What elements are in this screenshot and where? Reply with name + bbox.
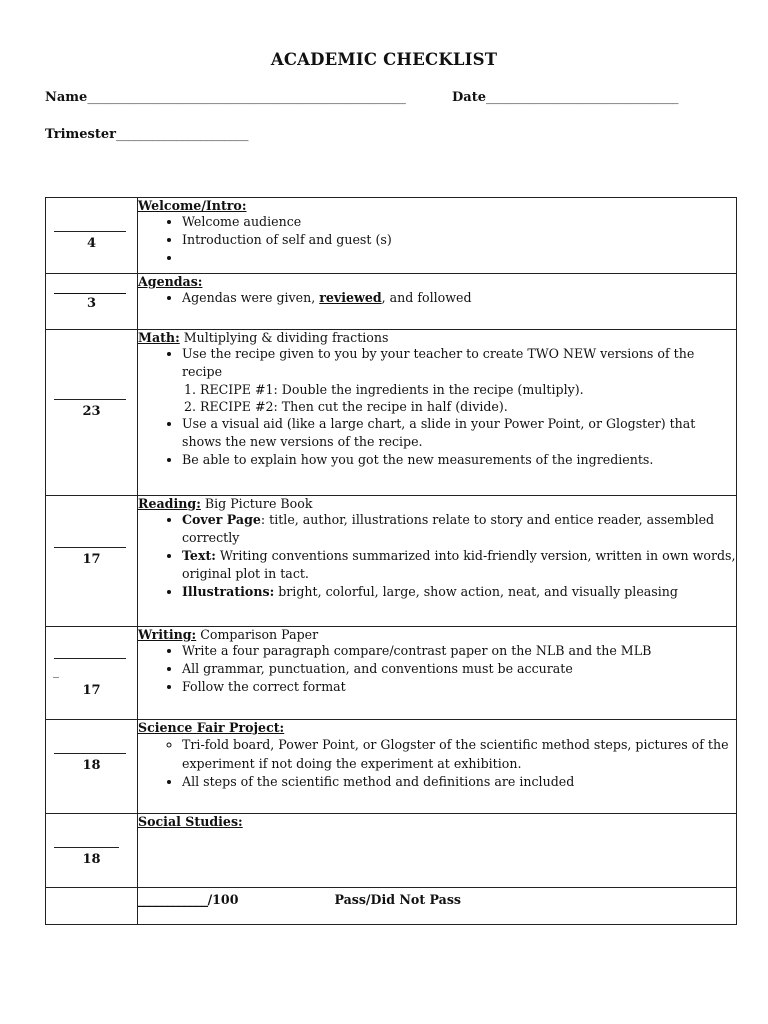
points-value: 17 (82, 683, 101, 698)
criteria-list (138, 773, 736, 791)
score-blank-line[interactable] (54, 547, 126, 548)
section-heading: Agendas: (138, 274, 203, 289)
item-text: , and followed (381, 290, 472, 305)
total-blank-line[interactable]: ____________ (138, 892, 208, 907)
score-blank-line[interactable] (54, 399, 126, 400)
list-item (182, 547, 736, 583)
page-title: ACADEMIC CHECKLIST (270, 50, 498, 69)
criteria-cell (138, 627, 737, 720)
trimester-field[interactable] (45, 127, 248, 142)
criteria-cell (138, 274, 737, 330)
points-value: 17 (82, 552, 101, 567)
criteria-cell (138, 720, 737, 814)
total-score-field[interactable] (138, 892, 238, 907)
table-row (46, 496, 737, 627)
total-denominator: /100 (207, 892, 239, 907)
trimester-line[interactable]: ______________________ (116, 127, 248, 142)
recipe-list (138, 381, 736, 415)
name-field[interactable] (45, 90, 405, 105)
list-item: • Use a visual aid (like a large chart, a slide in your Power Point, or Glogster) that shows the new versions of the recipe. (182, 415, 736, 451)
section-heading: Science Fair Project: (138, 720, 285, 735)
list-item: • All grammar, punctuation, and conventions must be accurate (182, 660, 736, 678)
section-subtitle: Multiplying & dividing fractions (179, 330, 389, 345)
criteria-cell (138, 814, 737, 888)
list-item: • Follow the correct format (182, 678, 736, 696)
criteria-list (138, 735, 736, 773)
list-item (182, 511, 736, 547)
name-line[interactable]: _____________________________________________________ (87, 90, 406, 105)
item-lead: Text: (182, 548, 216, 563)
table-row (46, 814, 737, 888)
list-item: • Write a four paragraph compare/contrast paper on the NLB and the MLB (182, 642, 736, 660)
section-heading: Social Studies: (138, 814, 243, 829)
list-item (182, 249, 736, 267)
score-cell[interactable] (46, 814, 138, 888)
item-text: bright, colorful, large, show action, neat, and visually pleasing (274, 584, 678, 599)
date-field[interactable] (452, 90, 678, 105)
section-heading: Writing: (138, 627, 197, 642)
recipe-item: 1. RECIPE #1: Double the ingredients in the recipe (multiply). (200, 381, 736, 398)
item-text: Writing conventions summarized into kid-friendly version, written in own words, original plot in tact. (182, 548, 736, 581)
list-item: • Welcome audience (182, 213, 736, 231)
score-cell[interactable] (46, 274, 138, 330)
section-heading: Math: (138, 330, 180, 345)
criteria-list (138, 345, 736, 381)
item-text: : title, author, illustrations relate to story and entice reader, assembled correctly (182, 512, 715, 545)
table-row (46, 888, 737, 925)
list-item: ◦ Tri-fold board, Power Point, or Glogster of the scientific method steps, pictures of the experiment if not doing the experiment at exhibition. (182, 735, 736, 773)
list-item (182, 583, 736, 601)
points-value: 18 (82, 758, 101, 773)
criteria-cell (138, 198, 737, 274)
name-label: Name (45, 90, 88, 105)
section-heading: Welcome/Intro: (138, 198, 247, 213)
points-value: 18 (82, 852, 101, 867)
section-heading: Reading: (138, 496, 201, 511)
criteria-list (138, 415, 736, 469)
recipe-item: 2. RECIPE #2: Then cut the recipe in half (divide). (200, 398, 736, 415)
points-value: 4 (86, 236, 97, 251)
table-row (46, 720, 737, 814)
item-lead: Illustrations: (182, 584, 275, 599)
score-cell[interactable] (46, 330, 138, 496)
trimester-label: Trimester (45, 127, 116, 142)
list-item (182, 289, 736, 307)
pass-label: Pass/Did Not Pass (334, 892, 462, 907)
list-item: • Be able to explain how you got the new measurements of the ingredients. (182, 451, 736, 469)
item-text: Use the recipe given to you by your teacher to create TWO NEW versions of the recipe (182, 346, 695, 379)
criteria-cell (138, 330, 737, 496)
item-lead: Cover Page (182, 512, 261, 527)
checklist-table (45, 197, 737, 925)
score-blank-line[interactable] (54, 847, 119, 848)
score-blank-line[interactable] (54, 753, 126, 754)
criteria-list (138, 289, 736, 307)
score-cell[interactable] (46, 627, 138, 720)
criteria-cell (138, 496, 737, 627)
score-blank-line[interactable] (54, 293, 126, 294)
table-row (46, 198, 737, 274)
score-dash: _ (53, 664, 59, 678)
criteria-list (138, 213, 736, 267)
list-item (182, 345, 736, 381)
table-row (46, 627, 737, 720)
section-subtitle: Comparison Paper (196, 627, 319, 642)
score-cell[interactable] (46, 496, 138, 627)
table-row (46, 330, 737, 496)
criteria-list (138, 511, 736, 601)
total-cell (138, 888, 737, 925)
score-cell[interactable] (46, 720, 138, 814)
table-row (46, 274, 737, 330)
points-value: 3 (86, 296, 97, 311)
score-blank-line[interactable] (54, 231, 126, 232)
points-value: 23 (82, 404, 101, 419)
date-line[interactable]: ________________________________ (485, 90, 678, 105)
score-blank-line[interactable] (54, 658, 126, 659)
score-cell (46, 888, 138, 925)
item-text: Agendas were given, (182, 290, 320, 305)
section-subtitle: Big Picture Book (200, 496, 313, 511)
item-emphasis: reviewed (319, 290, 382, 305)
list-item: • Introduction of self and guest (s) (182, 231, 736, 249)
list-item: • All steps of the scientific method and definitions are included (182, 773, 736, 791)
score-cell[interactable] (46, 198, 138, 274)
date-label: Date (452, 90, 486, 105)
criteria-list (138, 642, 736, 696)
